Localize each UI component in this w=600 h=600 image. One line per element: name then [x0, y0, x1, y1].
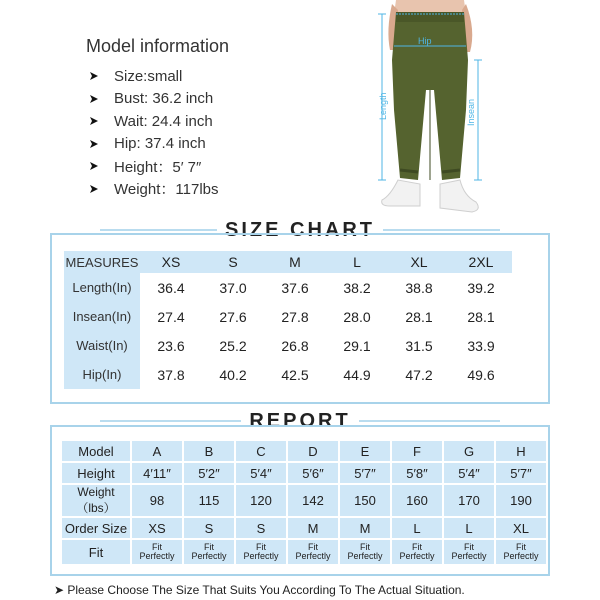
table-cell: 38.2: [343, 279, 371, 296]
table-cell: 29.1: [343, 337, 371, 354]
fit-cell: Fit Perfectly: [392, 540, 442, 564]
model-waist: Wait: 24.4 inch: [114, 112, 213, 130]
table-row: [62, 518, 546, 538]
table-cell: 31.5: [405, 337, 433, 354]
table-cell: 5′4″: [444, 463, 494, 483]
model-info-title: Model information: [86, 36, 230, 56]
table-cell: 142: [288, 485, 338, 516]
table-cell: D: [288, 441, 338, 461]
model-hip: Hip: 37.4 inch: [114, 135, 206, 153]
table-cell: 37.6: [281, 279, 309, 296]
model-size: Size:small: [114, 67, 183, 85]
table-cell: 25.2: [219, 337, 247, 354]
model-information: [86, 36, 326, 200]
table-cell: L: [444, 518, 494, 538]
model-weight: Weight：117lbs: [114, 181, 219, 199]
footer-note: ➤ Please Choose The Size That Suits You According To The Actual Situation.: [54, 583, 465, 597]
table-cell: 5′6″: [288, 463, 338, 483]
table-cell: 190: [496, 485, 546, 516]
fit-cell: Fit Perfectly: [496, 540, 546, 564]
table-cell: 5′7″: [496, 463, 546, 483]
hip-label: Hip: [418, 36, 432, 46]
model-bust: Bust: 36.2 inch: [114, 90, 214, 108]
table-cell: 5′4″: [236, 463, 286, 483]
table-cell: 27.8: [281, 308, 309, 325]
list-item: [86, 133, 326, 156]
header-cell: XL: [388, 251, 450, 273]
header-cell: XS: [140, 251, 202, 273]
arrow-right-icon: [90, 72, 98, 80]
fit-cell: Fit Perfectly: [184, 540, 234, 564]
table-cell: 28.0: [343, 308, 371, 325]
table-cell: S: [184, 518, 234, 538]
arrow-right-icon: [90, 140, 98, 148]
table-cell: 170: [444, 485, 494, 516]
table-cell: L: [392, 518, 442, 538]
jogger-pants-illustration: [360, 0, 510, 220]
size-chart-box: [50, 233, 550, 404]
row-label: Insean(In): [64, 302, 140, 331]
row-label: Hip(In): [64, 360, 140, 389]
report-title: REPORT: [241, 410, 358, 433]
report-table: [60, 439, 548, 566]
table-cell: 37.8: [157, 366, 185, 383]
table-cell: G: [444, 441, 494, 461]
table-cell: 98: [132, 485, 182, 516]
table-row: [62, 485, 546, 516]
row-label: Order Size: [62, 518, 130, 538]
table-cell: E: [340, 441, 390, 461]
table-cell: 33.9: [467, 337, 495, 354]
arrow-right-icon: [90, 162, 98, 170]
table-cell: 28.1: [467, 308, 495, 325]
row-label: Length(In): [64, 273, 140, 302]
table-cell: 27.6: [219, 308, 247, 325]
table-cell: 26.8: [281, 337, 309, 354]
table-cell: 160: [392, 485, 442, 516]
table-cell: 37.0: [219, 279, 247, 296]
table-cell: M: [288, 518, 338, 538]
table-cell: XS: [132, 518, 182, 538]
row-label: Model: [62, 441, 130, 461]
row-label: Height: [62, 463, 130, 483]
table-cell: 23.6: [157, 337, 185, 354]
list-item: [86, 65, 326, 88]
table-cell: 27.4: [157, 308, 185, 325]
table-cell: 42.5: [281, 366, 309, 383]
list-item: [86, 155, 326, 178]
model-figure: [360, 0, 510, 220]
fit-cell: Fit Perfectly: [132, 540, 182, 564]
table-cell: 49.6: [467, 366, 495, 383]
table-cell: 5′8″: [392, 463, 442, 483]
row-label: Waist(In): [64, 331, 140, 360]
table-cell: 47.2: [405, 366, 433, 383]
table-cell: S: [236, 518, 286, 538]
header-cell: MEASURES: [64, 251, 140, 273]
table-cell: A: [132, 441, 182, 461]
table-cell: 150: [340, 485, 390, 516]
table-row: [64, 360, 512, 389]
size-chart-title: SIZE CHART: [217, 219, 383, 242]
table-cell: F: [392, 441, 442, 461]
table-cell: 115: [184, 485, 234, 516]
table-cell: M: [340, 518, 390, 538]
inseam-label: Insean: [466, 98, 476, 126]
list-item: [86, 88, 326, 111]
row-label: Weight（lbs）: [62, 485, 130, 516]
table-cell: B: [184, 441, 234, 461]
table-row: [62, 463, 546, 483]
fit-cell: Fit Perfectly: [340, 540, 390, 564]
table-cell: 28.1: [405, 308, 433, 325]
header-cell: S: [202, 251, 264, 273]
list-item: [86, 110, 326, 133]
arrow-right-icon: [90, 95, 98, 103]
table-cell: C: [236, 441, 286, 461]
table-cell: 40.2: [219, 366, 247, 383]
table-cell: 39.2: [467, 279, 495, 296]
list-item: [86, 178, 326, 201]
table-cell: 120: [236, 485, 286, 516]
report-box: [50, 425, 550, 576]
model-info-list: [86, 65, 326, 200]
table-row: [64, 273, 512, 302]
header-cell: M: [264, 251, 326, 273]
table-row: [62, 441, 546, 461]
table-cell: 44.9: [343, 366, 371, 383]
header-cell: L: [326, 251, 388, 273]
fit-cell: Fit Perfectly: [288, 540, 338, 564]
table-cell: 38.8: [405, 279, 433, 296]
table-cell: XL: [496, 518, 546, 538]
arrow-right-icon: [90, 185, 98, 193]
fit-cell: Fit Perfectly: [236, 540, 286, 564]
fit-cell: Fit Perfectly: [444, 540, 494, 564]
table-cell: 36.4: [157, 279, 185, 296]
size-chart-table: [64, 251, 512, 389]
table-row: [64, 331, 512, 360]
length-label: Length: [378, 92, 388, 120]
table-row: [64, 302, 512, 331]
arrow-right-icon: [90, 117, 98, 125]
table-cell: 5′7″: [340, 463, 390, 483]
model-height: Height：5′ 7″: [114, 158, 202, 176]
table-cell: H: [496, 441, 546, 461]
row-label: Fit: [62, 540, 130, 564]
header-cell: 2XL: [450, 251, 512, 273]
table-row: [62, 540, 546, 564]
table-cell: 5′2″: [184, 463, 234, 483]
table-cell: 4′11″: [132, 463, 182, 483]
table-row: [64, 251, 512, 273]
